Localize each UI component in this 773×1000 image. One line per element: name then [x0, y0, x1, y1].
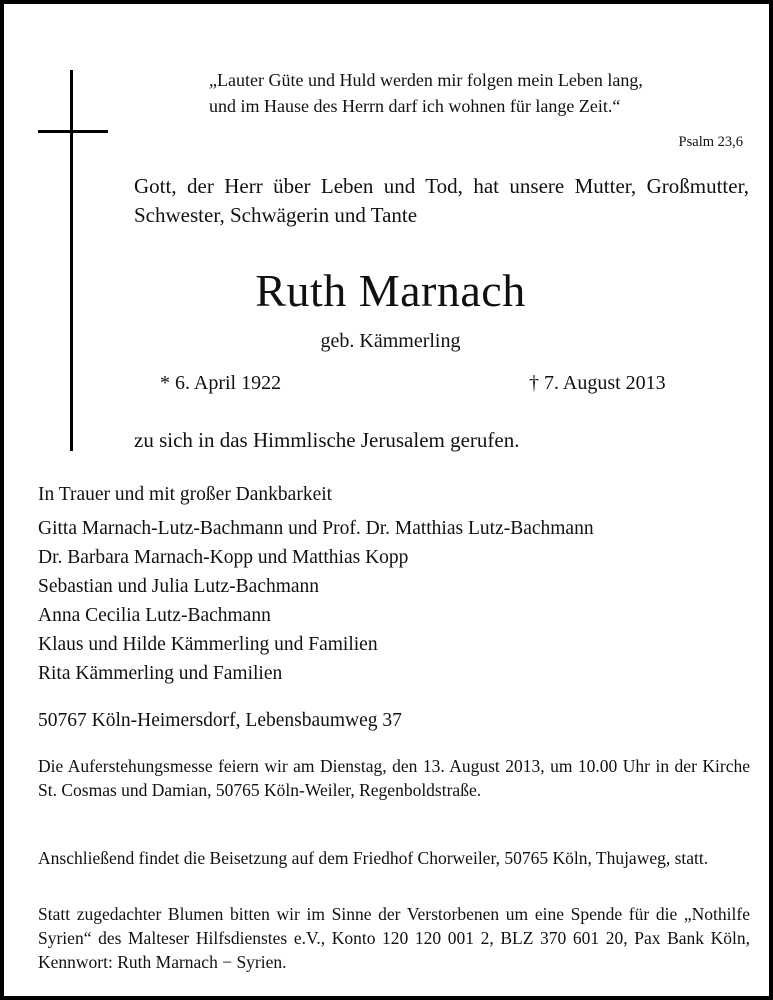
mourners-address: 50767 Köln-Heimersdorf, Lebensbaumweg 37: [38, 710, 402, 731]
mourner-name: Rita Kämmerling und Familien: [38, 663, 283, 684]
burial-notice: Anschließend findet die Beisetzung auf dem Friedhof Chorweiler, 50765 Köln, Thujaweg, statt.: [38, 848, 709, 868]
mourners-heading: In Trauer und mit großer Dankbarkeit: [38, 484, 333, 505]
donation-notice: Statt zugedachter Blumen bitten wir im Sinne der Verstorbenen um eine Spende für die „Nothilfe Syrien“ des Malteser Hilfsdienstes e.V., Konto 120 120 001 2, BLZ 370 601 20, Pax Bank Köln, Kennwort: Ruth Marnach − Syrien.: [38, 904, 750, 972]
intro-text: Gott, der Herr über Leben und Tod, hat unsere Mutter, Großmutter, Schwester, Schwägerin und Tante: [134, 174, 749, 227]
quote-source: Psalm 23,6: [678, 134, 743, 150]
mourner-name: Dr. Barbara Marnach-Kopp und Matthias Kopp: [38, 547, 409, 568]
cross-icon: [70, 70, 73, 451]
mourner-name: Sebastian und Julia Lutz-Bachmann: [38, 576, 320, 597]
mass-notice: Die Auferstehungsmesse feiern wir am Dienstag, den 13. August 2013, um 10.00 Uhr in der Kirche St. Cosmas und Damian, 50765 Köln-Weiler, Regenboldstraße.: [38, 756, 750, 800]
deceased-name: Ruth Marnach: [255, 265, 526, 316]
mourner-name: Anna Cecilia Lutz-Bachmann: [38, 605, 271, 626]
called-home-text: zu sich in das Himmlische Jerusalem gerufen.: [134, 428, 520, 452]
mourner-name: Gitta Marnach-Lutz-Bachmann und Prof. Dr. Matthias Lutz-Bachmann: [38, 518, 594, 539]
mourner-name: Klaus und Hilde Kämmerling und Familien: [38, 634, 378, 655]
birth-date: * 6. April 1922: [160, 372, 282, 394]
cross-icon-crossbar: [38, 130, 108, 133]
quote-line-1: „Lauter Güte und Huld werden mir folgen mein Leben lang,: [209, 70, 643, 90]
death-date: † 7. August 2013: [529, 372, 666, 394]
quote-line-2: und im Hause des Herrn darf ich wohnen für lange Zeit.“: [209, 96, 621, 116]
maiden-name: geb. Kämmerling: [320, 330, 461, 352]
